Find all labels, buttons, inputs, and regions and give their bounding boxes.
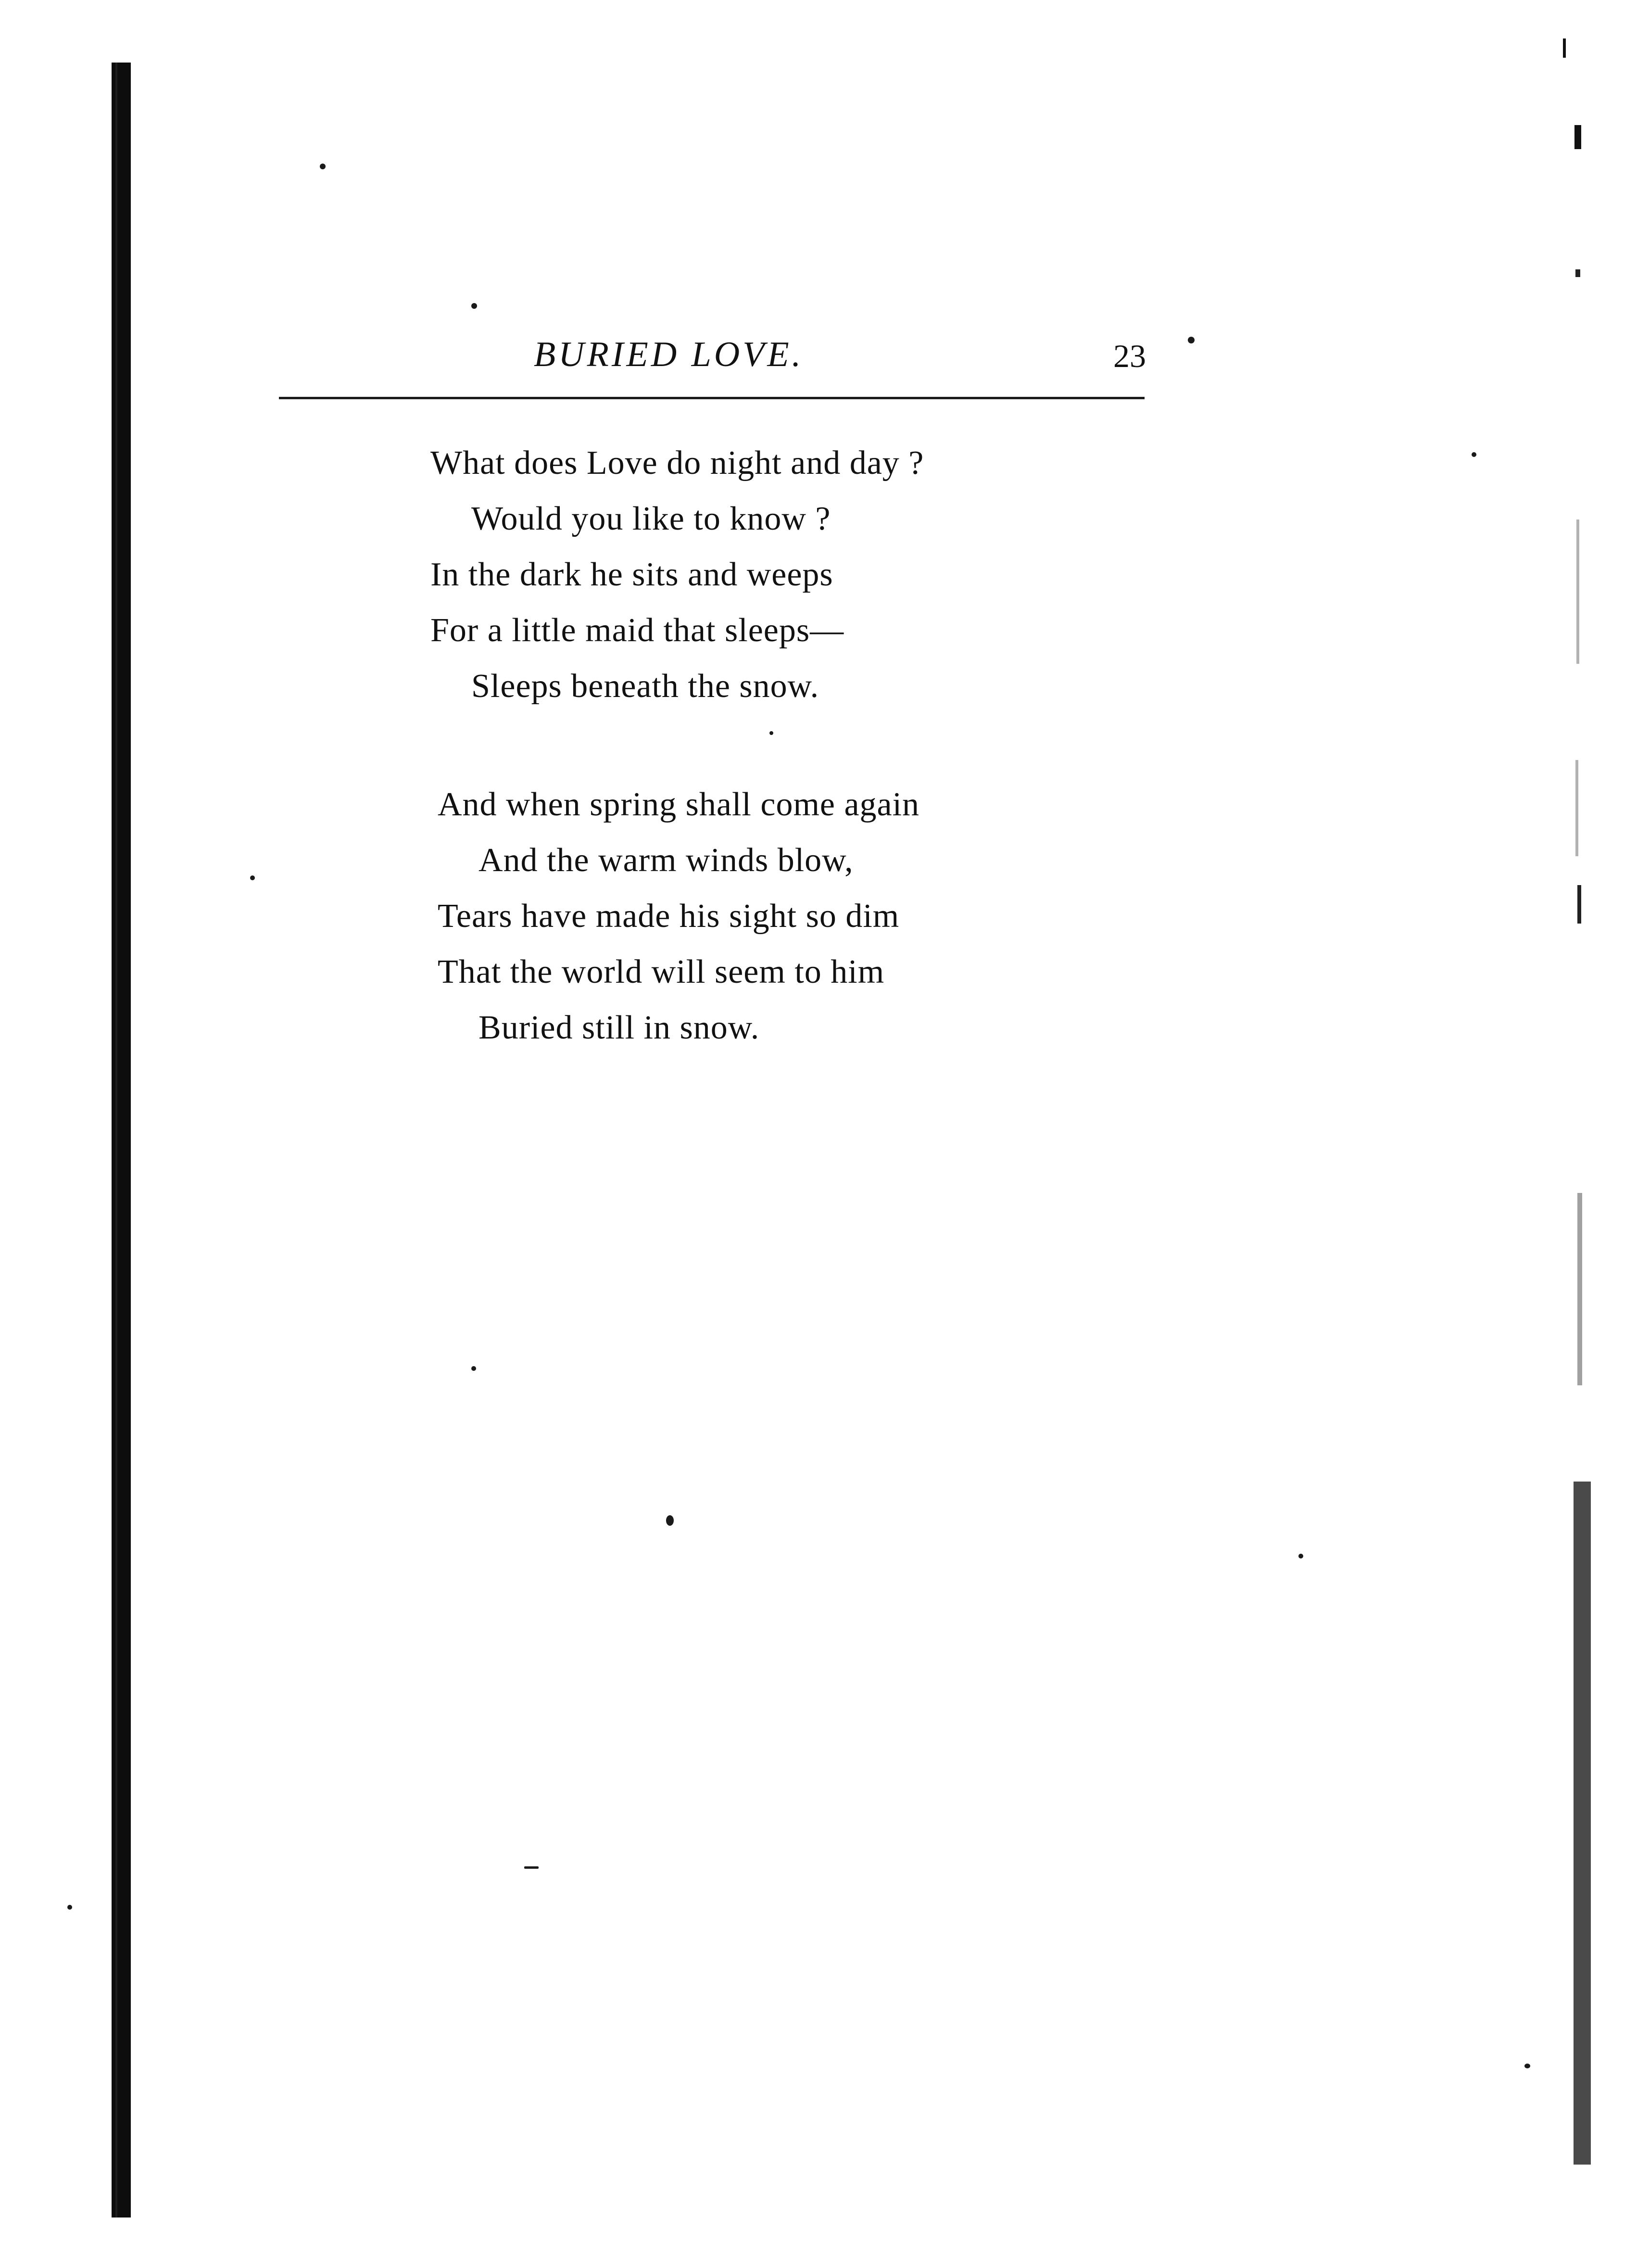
paper-speck [471, 303, 477, 309]
paper-speck [250, 875, 255, 880]
poem-line: Would you like to know ? [471, 500, 831, 537]
poem-line: That the world will seem to him [438, 953, 885, 990]
poem-line: Sleeps beneath the snow. [471, 668, 819, 705]
poem-line: And the warm winds blow, [479, 842, 854, 879]
binding-shadow [112, 63, 131, 2217]
stanza-2 [430, 777, 1104, 1056]
paper-speck [1188, 337, 1195, 343]
poem-line: For a little maid that sleeps— [430, 612, 844, 649]
paper-speck [666, 1515, 674, 1526]
paper-speck [769, 731, 773, 735]
poem-line: In the dark he sits and weeps [430, 556, 833, 593]
running-title: BURIED LOVE. [534, 335, 804, 374]
paper-speck [524, 1866, 539, 1869]
poem-line: What does Love do night and day ? [430, 444, 924, 481]
stanza-1 [430, 435, 1104, 714]
paper-speck [1472, 452, 1476, 457]
header-rule [279, 397, 1145, 399]
paper-speck [320, 164, 326, 169]
paper-speck [471, 1366, 476, 1371]
page-number: 23 [1113, 338, 1146, 374]
torn-page-edge [1563, 38, 1597, 2213]
running-head [279, 334, 1145, 387]
paper-speck [1524, 2064, 1530, 2068]
poem [430, 435, 1104, 1118]
poem-line: And when spring shall come again [438, 786, 920, 823]
paper-speck [1298, 1554, 1303, 1558]
paper-speck [67, 1905, 72, 1910]
poem-line: Buried still in snow. [479, 1009, 760, 1046]
poem-line: Tears have made his sight so dim [438, 898, 900, 935]
